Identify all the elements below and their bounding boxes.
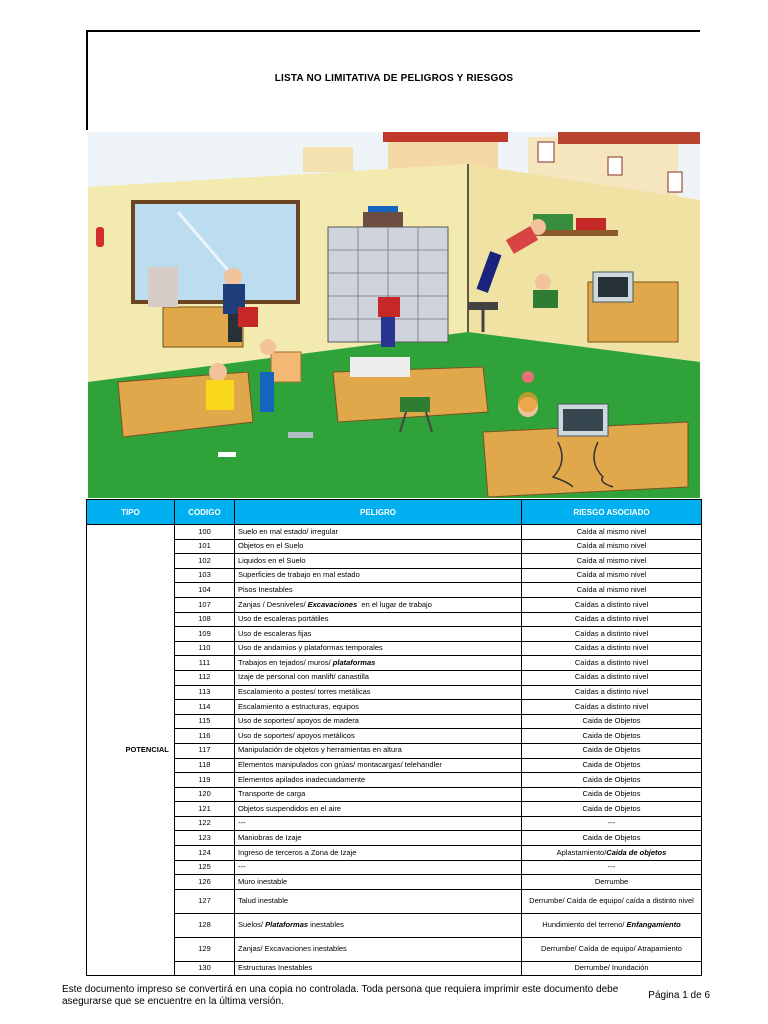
peligro-cell: Ingreso de terceros a Zona de Izaje (235, 846, 522, 861)
riesgo-cell: Caídas a distinto nivel (522, 641, 702, 656)
peligro-cell: Uso de soportes/ apoyos de madera (235, 714, 522, 729)
riesgo-pre-text: Aplastamiento/ (556, 847, 607, 857)
codigo-cell: 102 (175, 554, 235, 569)
riesgo-em-text: Caida de objetos (606, 847, 667, 857)
footer-disclaimer: Este documento impreso se convertirá en una copia no controlada. Toda persona que requiera imprimir este documento debe asegurarse que se encuentre en la última versión. (62, 984, 619, 1007)
codigo-cell: 115 (175, 714, 235, 729)
riesgo-cell (522, 846, 702, 861)
table-row (87, 729, 702, 744)
peligro-em-text: Excavaciones (307, 599, 358, 609)
codigo-cell: 128 (175, 913, 235, 937)
riesgo-cell: Caída al mismo nivel (522, 554, 702, 569)
peligro-post-text: inestables (308, 920, 344, 930)
table-row (87, 641, 702, 656)
riesgo-cell: Derrumbe/ Caída de equipo/ Atrapamiento (522, 937, 702, 961)
codigo-cell: 100 (175, 525, 235, 540)
peligro-cell (235, 656, 522, 671)
hazards-table (86, 499, 702, 976)
column-header-riesgo: RIESGO ASOCIADO (522, 500, 702, 525)
table-row (87, 937, 702, 961)
riesgo-cell: --- (522, 816, 702, 831)
tipo-label: POTENCIAL (125, 745, 169, 755)
peligro-cell: Izaje de personal con manlift/ canastilla (235, 670, 522, 685)
table-row (87, 846, 702, 861)
table-row (87, 670, 702, 685)
peligro-cell: Muro inestable (235, 875, 522, 890)
table-row (87, 743, 702, 758)
codigo-cell: 120 (175, 787, 235, 802)
table-row (87, 568, 702, 583)
office-hazards-illustration (88, 132, 700, 498)
column-header-codigo: CODIGO (175, 500, 235, 525)
table-row (87, 875, 702, 890)
page-number: Página 1 de 6 (648, 990, 710, 1001)
peligro-cell: Uso de escaleras portátiles (235, 612, 522, 627)
peligro-cell: Manipulación de objetos y herramientas en altura (235, 743, 522, 758)
riesgo-cell: Caida de Objetos (522, 802, 702, 817)
riesgo-cell: Caida de Objetos (522, 831, 702, 846)
peligro-post-text: en el lugar de trabajo (357, 599, 432, 609)
riesgo-cell: Caídas a distinto nivel (522, 700, 702, 715)
table-row (87, 554, 702, 569)
table-row (87, 961, 702, 976)
codigo-cell: 110 (175, 641, 235, 656)
riesgo-cell (522, 913, 702, 937)
codigo-cell: 114 (175, 700, 235, 715)
table-row (87, 656, 702, 671)
table-row (87, 685, 702, 700)
peligro-cell (235, 597, 522, 612)
riesgo-cell: Caída al mismo nivel (522, 539, 702, 554)
table-row (87, 700, 702, 715)
peligro-cell: Elementos manipulados con grúas/ montacargas/ telehandler (235, 758, 522, 773)
table-row (87, 714, 702, 729)
peligro-cell: Escalamiento a estructuras, equipos (235, 700, 522, 715)
table-row (87, 583, 702, 598)
peligro-cell: Elementos apilados inadecuadamente (235, 773, 522, 788)
codigo-cell: 121 (175, 802, 235, 817)
riesgo-cell: Caídas a distinto nivel (522, 627, 702, 642)
table-row (87, 889, 702, 913)
table-row (87, 597, 702, 612)
riesgo-cell: Caída al mismo nivel (522, 525, 702, 540)
peligro-cell: --- (235, 816, 522, 831)
codigo-cell: 118 (175, 758, 235, 773)
peligro-em-text: plataformas (332, 657, 376, 667)
peligro-cell: Liquidos en el Suelo (235, 554, 522, 569)
peligro-cell: Objetos suspendidos en el aire (235, 802, 522, 817)
codigo-cell: 126 (175, 875, 235, 890)
column-header-peligro: PELIGRO (235, 500, 522, 525)
riesgo-em-text: Enfangamiento (626, 920, 681, 930)
codigo-cell: 123 (175, 831, 235, 846)
column-header-tipo: TIPO (87, 500, 175, 525)
riesgo-cell: Caídas a distinto nivel (522, 670, 702, 685)
peligro-pre-text: Trabajos en tejados/ muros/ (238, 657, 333, 667)
codigo-cell: 112 (175, 670, 235, 685)
table-row (87, 773, 702, 788)
riesgo-cell: Caídas a distinto nivel (522, 612, 702, 627)
peligro-cell: Uso de soportes/ apoyos metálicos (235, 729, 522, 744)
peligro-cell: Uso de andamios y plataformas temporales (235, 641, 522, 656)
riesgo-pre-text: Hundimiento del terreno/ (542, 920, 627, 930)
codigo-cell: 130 (175, 961, 235, 976)
codigo-cell: 127 (175, 889, 235, 913)
table-row (87, 758, 702, 773)
riesgo-cell: Caídas a distinto nivel (522, 685, 702, 700)
table-row (87, 860, 702, 875)
codigo-cell: 103 (175, 568, 235, 583)
codigo-cell: 104 (175, 583, 235, 598)
riesgo-cell: --- (522, 860, 702, 875)
table-row (87, 787, 702, 802)
riesgo-cell: Caídas a distinto nivel (522, 597, 702, 612)
table-header-row (87, 500, 702, 525)
riesgo-cell: Derrumbe (522, 875, 702, 890)
peligro-cell: Transporte de carga (235, 787, 522, 802)
table-row (87, 525, 702, 540)
peligro-cell: Talud inestable (235, 889, 522, 913)
riesgo-cell: Caida de Objetos (522, 743, 702, 758)
riesgo-cell: Caida de Objetos (522, 758, 702, 773)
codigo-cell: 124 (175, 846, 235, 861)
riesgo-cell: Caida de Objetos (522, 714, 702, 729)
codigo-cell: 111 (175, 656, 235, 671)
riesgo-cell: Caida de Objetos (522, 787, 702, 802)
codigo-cell: 122 (175, 816, 235, 831)
table-row (87, 539, 702, 554)
codigo-cell: 119 (175, 773, 235, 788)
codigo-cell: 101 (175, 539, 235, 554)
riesgo-cell: Caída al mismo nivel (522, 583, 702, 598)
riesgo-cell: Caídas a distinto nivel (522, 656, 702, 671)
peligro-cell: Uso de escaleras fijas (235, 627, 522, 642)
table-row (87, 913, 702, 937)
peligro-cell: Suelo en mal estado/ irregular (235, 525, 522, 540)
peligro-pre-text: Suelos/ (238, 920, 266, 930)
table-body (87, 525, 702, 976)
riesgo-cell: Caida de Objetos (522, 729, 702, 744)
peligro-cell: Pisos Inestables (235, 583, 522, 598)
codigo-cell: 125 (175, 860, 235, 875)
peligro-pre-text: Zanjas / Desniveles/ (238, 599, 308, 609)
tipo-cell (87, 525, 175, 976)
table-row (87, 612, 702, 627)
codigo-cell: 109 (175, 627, 235, 642)
frame-top-line (86, 30, 700, 32)
peligro-cell: Objetos en el Suelo (235, 539, 522, 554)
table-row (87, 802, 702, 817)
table-row (87, 831, 702, 846)
peligro-em-text: Plataformas (265, 920, 309, 930)
codigo-cell: 129 (175, 937, 235, 961)
peligro-cell: --- (235, 860, 522, 875)
peligro-cell: Estructuras Inestables (235, 961, 522, 976)
riesgo-cell: Derrumbe/ Inundación (522, 961, 702, 976)
table-row (87, 627, 702, 642)
peligro-cell: Superficies de trabajo en mal estado (235, 568, 522, 583)
codigo-cell: 116 (175, 729, 235, 744)
peligro-cell (235, 913, 522, 937)
codigo-cell: 108 (175, 612, 235, 627)
document-title: LISTA NO LIMITATIVA DE PELIGROS Y RIESGOS (274, 73, 514, 84)
riesgo-cell: Caída al mismo nivel (522, 568, 702, 583)
peligro-cell: Escalamiento a postes/ torres metálicas (235, 685, 522, 700)
table-row (87, 816, 702, 831)
riesgo-cell: Derrumbe/ Caída de equipo/ caída a distinto nivel (522, 889, 702, 913)
peligro-cell: Zanjas/ Excavaciones inestables (235, 937, 522, 961)
peligro-cell: Maniobras de Izaje (235, 831, 522, 846)
codigo-cell: 107 (175, 597, 235, 612)
codigo-cell: 117 (175, 743, 235, 758)
codigo-cell: 113 (175, 685, 235, 700)
riesgo-cell: Caida de Objetos (522, 773, 702, 788)
